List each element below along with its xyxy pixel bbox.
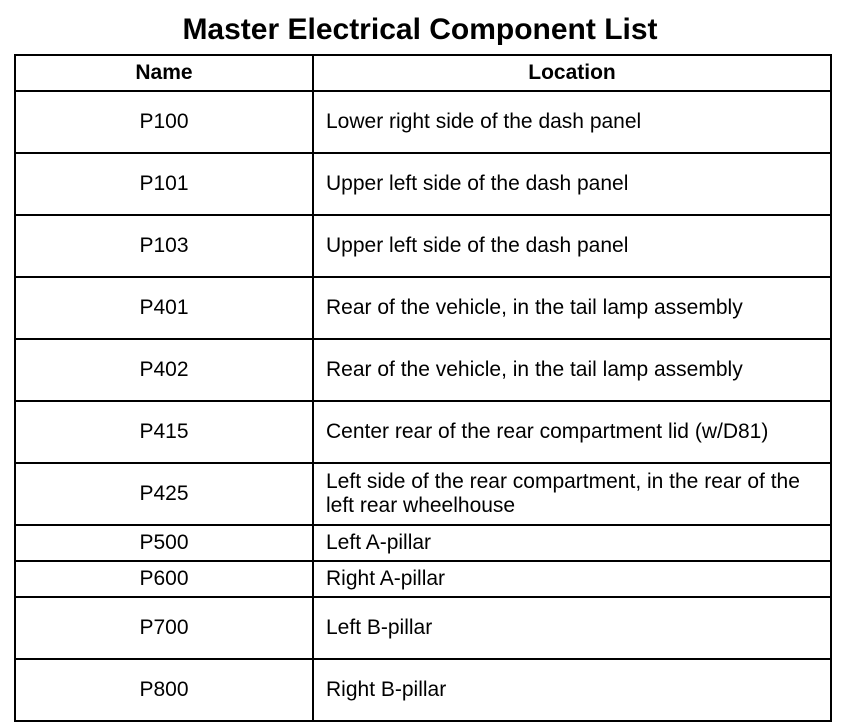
table-row (15, 659, 831, 721)
component-location: Left B-pillar (313, 597, 831, 659)
component-location: Rear of the vehicle, in the tail lamp assembly (313, 277, 831, 339)
component-name: P600 (15, 561, 313, 597)
component-location: Upper left side of the dash panel (313, 153, 831, 215)
table-row (15, 525, 831, 561)
table-row (15, 277, 831, 339)
table-row (15, 463, 831, 525)
table-row (15, 401, 831, 463)
component-name: P101 (15, 153, 313, 215)
table-header-row (15, 55, 831, 91)
table-row (15, 561, 831, 597)
component-name: P103 (15, 215, 313, 277)
component-name: P401 (15, 277, 313, 339)
component-location: Left A-pillar (313, 525, 831, 561)
table-row (15, 91, 831, 153)
header-name: Name (15, 55, 313, 91)
component-location: Right A-pillar (313, 561, 831, 597)
header-location: Location (313, 55, 831, 91)
document-title: Master Electrical Component List (182, 13, 658, 46)
component-location: Lower right side of the dash panel (313, 91, 831, 153)
component-location: Upper left side of the dash panel (313, 215, 831, 277)
component-location: Right B-pillar (313, 659, 831, 721)
component-name: P700 (15, 597, 313, 659)
component-name: P415 (15, 401, 313, 463)
component-name: P402 (15, 339, 313, 401)
component-name: P425 (15, 463, 313, 525)
component-name: P500 (15, 525, 313, 561)
table-row (15, 339, 831, 401)
component-name: P800 (15, 659, 313, 721)
component-location: Rear of the vehicle, in the tail lamp assembly (313, 339, 831, 401)
component-table (14, 54, 832, 722)
table-row (15, 215, 831, 277)
table-row (15, 153, 831, 215)
table-row (15, 597, 831, 659)
component-location: Center rear of the rear compartment lid (w/D81) (313, 401, 831, 463)
component-name: P100 (15, 91, 313, 153)
component-location: Left side of the rear compartment, in the rear of the left rear wheelhouse (313, 463, 831, 525)
